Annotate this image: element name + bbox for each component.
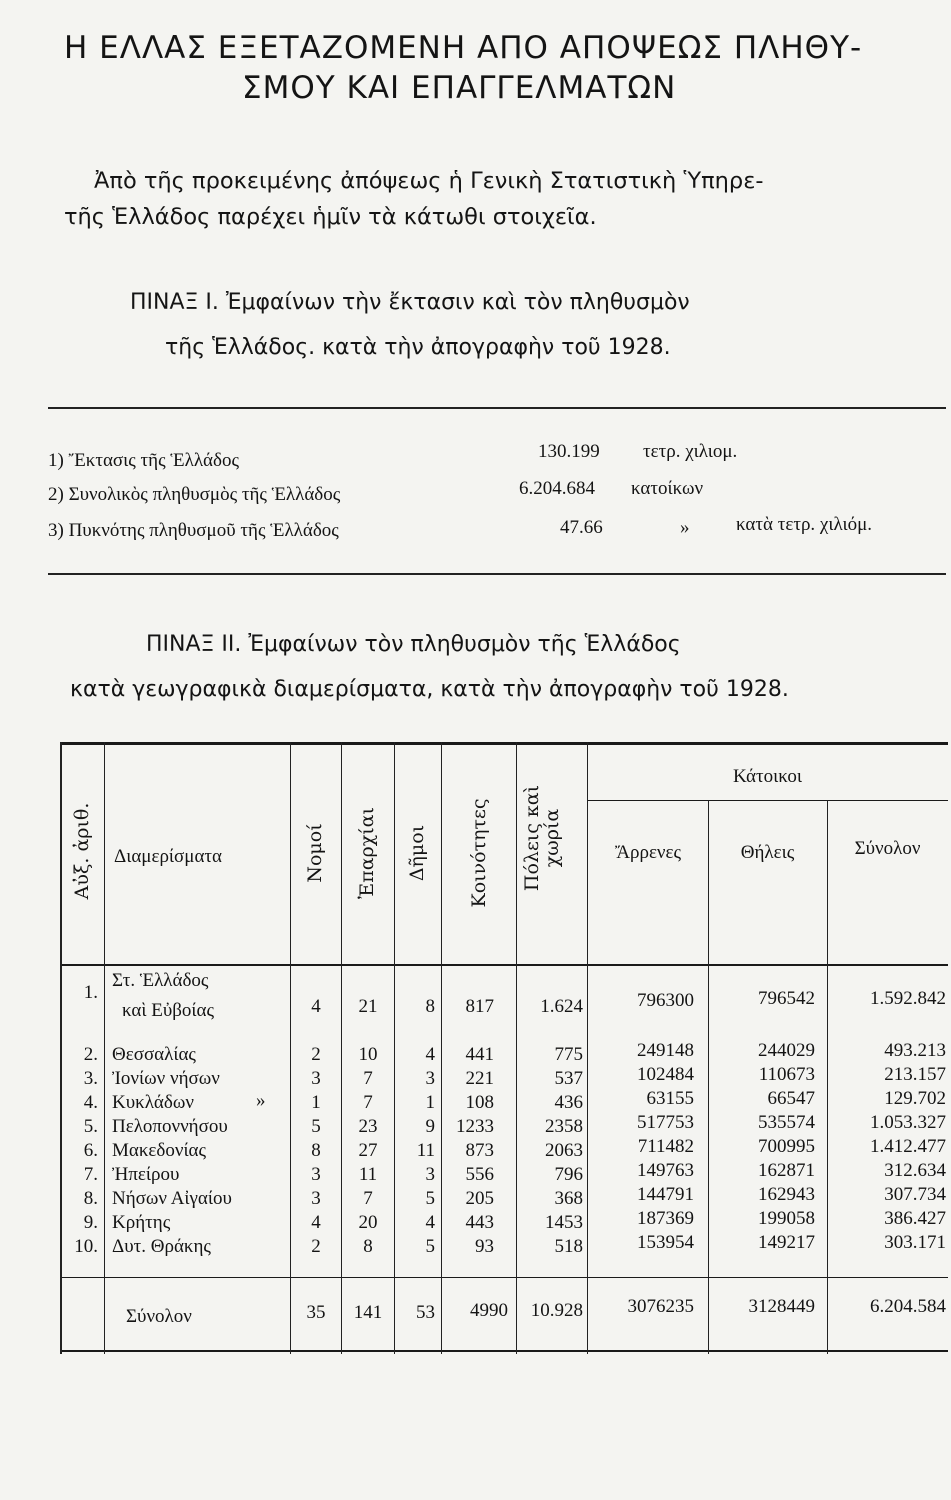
row-10-no: 10. bbox=[74, 1236, 98, 1257]
intro-line-2: τῆς Ἑλλάδος παρέχει ἡμῖν τὰ κάτωθι στοιχεῖα. bbox=[64, 204, 597, 230]
row-1-region: Στ. Ἑλλάδος bbox=[112, 970, 209, 991]
row-3-dimoi: 3 bbox=[425, 1068, 435, 1089]
totals-total: 6.204.584 bbox=[870, 1296, 946, 1317]
table2-totals-rule bbox=[60, 1277, 948, 1278]
row-1-males: 796300 bbox=[637, 990, 694, 1011]
row-7-dimoi: 3 bbox=[425, 1164, 435, 1185]
header-poleis-line-1: Πόλεις καὶ bbox=[521, 784, 543, 892]
row-1-dimoi: 8 bbox=[425, 996, 435, 1017]
row-9-koinotites: 443 bbox=[465, 1212, 494, 1233]
row-7-eparchiai: 11 bbox=[358, 1164, 378, 1185]
row-9-no: 9. bbox=[83, 1212, 98, 1233]
table2-top-rule bbox=[60, 742, 948, 745]
table1-row-3-label: 3) Πυκνότης πληθυσμοῦ τῆς Ἑλλάδος bbox=[48, 520, 339, 541]
row-5-nomoi: 5 bbox=[311, 1116, 321, 1137]
row-6-koinotites: 873 bbox=[465, 1140, 494, 1161]
row-2-eparchiai: 10 bbox=[358, 1044, 378, 1065]
row-10-females: 149217 bbox=[758, 1232, 815, 1253]
row-9-females: 199058 bbox=[758, 1208, 815, 1229]
table2-caption-line-1: ΠΙΝΑΞ ΙΙ. Ἐμφαίνων τὸν πληθυσμὸν τῆς Ἑλλάδος bbox=[146, 632, 681, 657]
totals-nomoi: 35 bbox=[306, 1302, 326, 1323]
table1-row-2-label: 2) Συνολικὸς πληθυσμὸς τῆς Ἑλλάδος bbox=[48, 484, 341, 505]
row-6-region: Μακεδονίας bbox=[112, 1140, 207, 1161]
row-1-koinotites: 817 bbox=[465, 996, 494, 1017]
header-total: Σύνολον bbox=[854, 838, 921, 859]
table2 bbox=[60, 742, 948, 1354]
row-1-total: 1.592.842 bbox=[870, 988, 946, 1009]
row-7-males: 149763 bbox=[637, 1160, 694, 1181]
row-2-koinotites: 441 bbox=[465, 1044, 494, 1065]
header-nomoi: Νομοί bbox=[304, 823, 326, 883]
table1-bottom-rule bbox=[48, 573, 946, 575]
table1-row-2-value: 6.204.684 bbox=[519, 478, 595, 499]
row-3-females: 110673 bbox=[758, 1064, 815, 1085]
row-5-dimoi: 9 bbox=[425, 1116, 435, 1137]
row-10-total: 303.171 bbox=[884, 1232, 946, 1253]
row-4-females: 66547 bbox=[767, 1088, 815, 1109]
totals-eparchiai: 141 bbox=[353, 1302, 383, 1323]
row-4-koinotites: 108 bbox=[465, 1092, 494, 1113]
row-2-males: 249148 bbox=[637, 1040, 694, 1061]
table1-caption-line-1: ΠΙΝΑΞ Ι. Ἐμφαίνων τὴν ἔκτασιν καὶ τὸν πληθυσμὸν bbox=[130, 290, 690, 315]
row-10-nomoi: 2 bbox=[311, 1236, 321, 1257]
row-4-eparchiai: 7 bbox=[363, 1092, 373, 1113]
row-8-eparchiai: 7 bbox=[363, 1188, 373, 1209]
row-3-region: Ἰονίων νήσων bbox=[112, 1068, 220, 1089]
row-8-poleis: 368 bbox=[554, 1188, 583, 1209]
row-10-eparchiai: 8 bbox=[363, 1236, 373, 1257]
row-1-poleis: 1.624 bbox=[540, 996, 583, 1017]
row-2-dimoi: 4 bbox=[425, 1044, 435, 1065]
header-region: Διαμερίσματα bbox=[114, 846, 223, 867]
row-5-total: 1.053.327 bbox=[870, 1112, 946, 1133]
table2-header-rule bbox=[60, 964, 948, 966]
row-7-total: 312.634 bbox=[884, 1160, 946, 1181]
row-2-no: 2. bbox=[83, 1044, 98, 1065]
header-poleis-line-2: χωρία bbox=[541, 808, 563, 868]
header-males: Ἄρρενες bbox=[614, 842, 682, 863]
row-3-koinotites: 221 bbox=[465, 1068, 494, 1089]
row-8-males: 144791 bbox=[637, 1184, 694, 1205]
row-7-females: 162871 bbox=[758, 1160, 815, 1181]
row-7-nomoi: 3 bbox=[311, 1164, 321, 1185]
row-9-nomoi: 4 bbox=[311, 1212, 321, 1233]
row-7-no: 7. bbox=[83, 1164, 98, 1185]
row-8-females: 162943 bbox=[758, 1184, 815, 1205]
table1-row-2-unit: κατοίκων bbox=[631, 478, 704, 499]
row-10-poleis: 518 bbox=[554, 1236, 583, 1257]
row-5-females: 535574 bbox=[758, 1112, 815, 1133]
row-1-females: 796542 bbox=[758, 988, 815, 1009]
page-title-line-1: Η ΕΛΛΑΣ ΕΞΕΤΑΖΟΜΕΝΗ ΑΠΟ ΑΠΟΨΕΩΣ ΠΛΗΘΥ- bbox=[64, 30, 863, 66]
header-females: Θήλεις bbox=[740, 842, 795, 863]
table2-col-divider-1 bbox=[104, 742, 105, 1354]
row-7-region: Ἠπείρου bbox=[112, 1164, 180, 1185]
row-9-eparchiai: 20 bbox=[358, 1212, 378, 1233]
row-4-dimoi: 1 bbox=[425, 1092, 435, 1113]
row-2-total: 493.213 bbox=[884, 1040, 946, 1061]
row-8-koinotites: 205 bbox=[465, 1188, 494, 1209]
row-3-nomoi: 3 bbox=[311, 1068, 321, 1089]
row-6-total: 1.412.477 bbox=[870, 1136, 946, 1157]
row-2-region: Θεσσαλίας bbox=[112, 1044, 196, 1065]
table1-row-3-value: 47.66 bbox=[560, 517, 603, 538]
row-6-poleis: 2063 bbox=[545, 1140, 583, 1161]
row-2-nomoi: 2 bbox=[311, 1044, 321, 1065]
table1-row-3-unit: κατὰ τετρ. χιλιόμ. bbox=[736, 514, 873, 535]
row-2-females: 244029 bbox=[758, 1040, 815, 1061]
header-inhabitants: Κάτοικοι bbox=[733, 766, 802, 787]
row-3-males: 102484 bbox=[637, 1064, 694, 1085]
row-5-poleis: 2358 bbox=[545, 1116, 583, 1137]
row-6-nomoi: 8 bbox=[311, 1140, 321, 1161]
row-3-poleis: 537 bbox=[554, 1068, 583, 1089]
row-9-region: Κρήτης bbox=[112, 1212, 171, 1233]
row-6-males: 711482 bbox=[637, 1136, 694, 1157]
row-4-total: 129.702 bbox=[884, 1088, 946, 1109]
intro-line-1: Ἀπὸ τῆς προκειμένης ἀπόψεως ἡ Γενικὴ Στατιστικὴ Ὑπηρε- bbox=[94, 168, 764, 194]
header-koinotites: Κοινότητες bbox=[468, 798, 490, 908]
table1-caption-line-2: τῆς Ἑλλάδος. κατὰ τὴν ἀπογραφὴν τοῦ 1928. bbox=[165, 335, 671, 360]
row-8-nomoi: 3 bbox=[311, 1188, 321, 1209]
totals-poleis: 10.928 bbox=[530, 1300, 583, 1321]
row-4-no: 4. bbox=[83, 1092, 98, 1113]
table2-caption-line-2: κατὰ γεωγραφικὰ διαμερίσματα, κατὰ τὴν ἀπογραφὴν τοῦ 1928. bbox=[70, 677, 789, 702]
row-4-poleis: 436 bbox=[554, 1092, 583, 1113]
row-7-koinotites: 556 bbox=[465, 1164, 494, 1185]
row-9-poleis: 1453 bbox=[545, 1212, 583, 1233]
page-title-line-2: ΣΜΟΥ ΚΑΙ ΕΠΑΓΓΕΛΜΑΤΩΝ bbox=[242, 70, 677, 106]
row-3-no: 3. bbox=[83, 1068, 98, 1089]
row-10-dimoi: 5 bbox=[425, 1236, 435, 1257]
header-eparchiai: Ἐπαρχίαι bbox=[356, 807, 378, 899]
table1-row-1-unit: τετρ. χιλιομ. bbox=[643, 441, 738, 462]
row-6-no: 6. bbox=[83, 1140, 98, 1161]
row-5-males: 517753 bbox=[637, 1112, 694, 1133]
row-1-nomoi: 4 bbox=[311, 996, 321, 1017]
row-4-mark: » bbox=[256, 1090, 266, 1111]
row-9-males: 187369 bbox=[637, 1208, 694, 1229]
header-dimoi: Δῆμοι bbox=[406, 824, 428, 882]
row-3-eparchiai: 7 bbox=[363, 1068, 373, 1089]
table2-bottom-rule bbox=[60, 1350, 948, 1352]
row-4-region: Κυκλάδων bbox=[112, 1092, 194, 1113]
row-6-dimoi: 11 bbox=[416, 1140, 435, 1161]
table1-row-1-label: 1) Ἔκτασις τῆς Ἑλλάδος bbox=[48, 450, 239, 471]
row-1-eparchiai: 21 bbox=[358, 996, 378, 1017]
row-1-no: 1. bbox=[83, 982, 98, 1003]
row-5-no: 5. bbox=[83, 1116, 98, 1137]
row-6-eparchiai: 27 bbox=[358, 1140, 378, 1161]
row-6-females: 700995 bbox=[758, 1136, 815, 1157]
row-9-total: 386.427 bbox=[884, 1208, 946, 1229]
table1-row-3-mark: » bbox=[680, 517, 690, 538]
totals-males: 3076235 bbox=[627, 1296, 694, 1317]
totals-label: Σύνολον bbox=[126, 1306, 192, 1327]
row-5-eparchiai: 23 bbox=[358, 1116, 378, 1137]
row-1-region-line-2: καὶ Εὐβοίας bbox=[122, 1000, 214, 1021]
row-5-region: Πελοποννήσου bbox=[112, 1116, 228, 1137]
table2-inhabitants-rule bbox=[587, 800, 948, 801]
table1-row-1-value: 130.199 bbox=[538, 441, 600, 462]
row-8-no: 8. bbox=[83, 1188, 98, 1209]
header-serial: Αὐξ. ἀριθ. bbox=[71, 802, 93, 900]
totals-dimoi: 53 bbox=[416, 1302, 435, 1323]
row-9-dimoi: 4 bbox=[425, 1212, 435, 1233]
table1-top-rule bbox=[48, 407, 946, 409]
row-4-nomoi: 1 bbox=[311, 1092, 321, 1113]
row-5-koinotites: 1233 bbox=[456, 1116, 494, 1137]
row-4-males: 63155 bbox=[646, 1088, 694, 1109]
row-3-total: 213.157 bbox=[884, 1064, 946, 1085]
totals-koinotites: 4990 bbox=[470, 1300, 508, 1321]
row-10-region: Δυτ. Θράκης bbox=[112, 1236, 211, 1257]
row-7-poleis: 796 bbox=[554, 1164, 583, 1185]
row-2-poleis: 775 bbox=[554, 1044, 583, 1065]
row-10-koinotites: 93 bbox=[475, 1236, 494, 1257]
row-8-region: Νήσων Αἰγαίου bbox=[112, 1188, 232, 1209]
row-10-males: 153954 bbox=[637, 1232, 694, 1253]
row-8-total: 307.734 bbox=[884, 1184, 946, 1205]
totals-females: 3128449 bbox=[748, 1296, 815, 1317]
row-8-dimoi: 5 bbox=[425, 1188, 435, 1209]
